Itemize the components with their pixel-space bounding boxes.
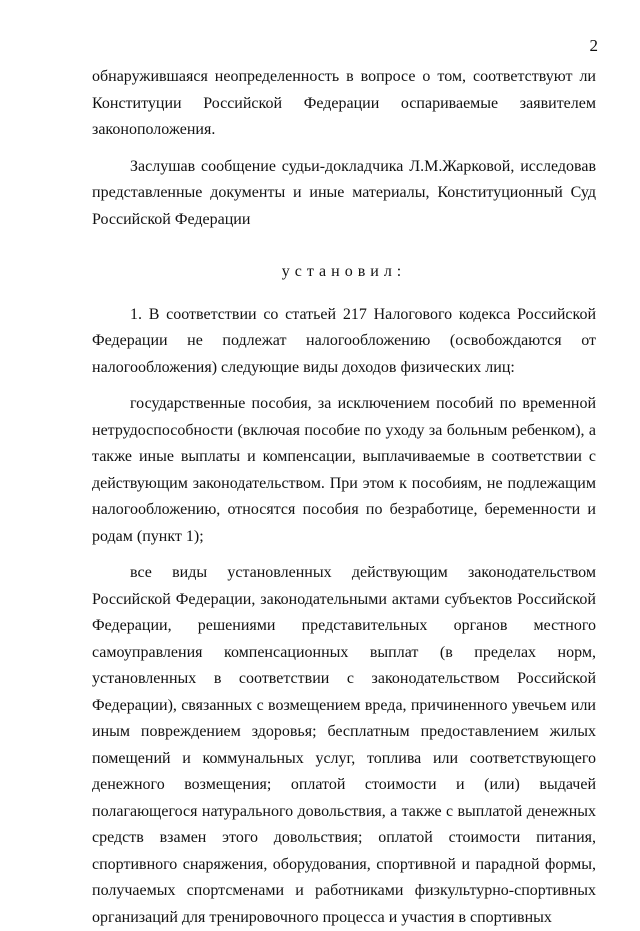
section-heading: установил: bbox=[281, 263, 407, 280]
document-body bbox=[92, 64, 596, 931]
paragraph-compensation-payments: все виды установленных действующим законодательством Российской Федерации, законодательными актами субъектов Российской Федерации, решениями представительных органов местного самоуправления компенсационных выплат (в пределах норм, установленных в соответствии с законодательством Российской Федерации), связанных с возмещением вреда, причиненного увечьем или иным повреждением здоровья; бесплатным предоставлением жилых помещений и коммунальных услуг, топлива или соответствующего денежного возмещения; оплатой стоимости и (или) выдачей полагающегося натурального довольствия, а также с выплатой денежных средств взамен этого довольствия; оплатой стоимости питания, спортивного снаряжения, оборудования, спортивной и парадной формы, получаемых спортсменами и работниками физкультурно-спортивных организаций для тренировочного процесса и участия в спортивных bbox=[92, 564, 596, 926]
paragraph-article-217: 1. В соответствии со статьей 217 Налогового кодекса Российской Федерации не подлежат налогообложению (освобождаются от налогообложения) следующие виды доходов физических лиц: bbox=[92, 305, 596, 376]
paragraph-state-benefits: государственные пособия, за исключением пособий по временной нетрудоспособности (включая пособие по уходу за больным ребенком), а также иные выплаты и компенсации, выплачиваемые в соответствии с действующим законодательством. При этом к пособиям, не подлежащим налогообложению, относятся пособия по безработице, беременности и родам (пункт 1); bbox=[92, 395, 596, 545]
paragraph-continuation: обнаружившаяся неопределенность в вопросе о том, соответствуют ли Конституции Российской Федерации оспариваемые заявителем законоположения. bbox=[92, 68, 596, 138]
paragraph-hearing: Заслушав сообщение судьи-докладчика Л.М.Жарковой, исследовав представленные документы и иные материалы, Конституционный Суд Российской Федерации bbox=[92, 157, 596, 228]
page-number: 2 bbox=[589, 36, 598, 55]
